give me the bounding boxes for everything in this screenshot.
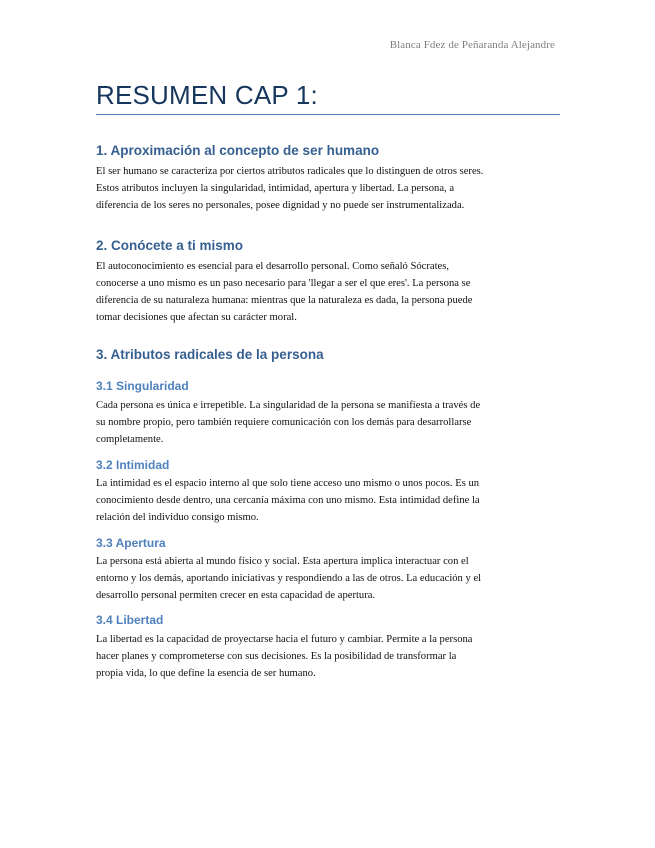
- paragraph-line: Estos atributos incluyen la singularidad, intimidad, apertura y libertad. La persona, a: [96, 183, 455, 194]
- subsection-paragraph-apertura: [96, 553, 562, 604]
- paragraph-line: conocerse a uno mismo es un paso necesario para 'llegar a ser el que eres'. La persona se: [96, 278, 471, 289]
- paragraph-line: relación del individuo consigo mismo.: [96, 512, 259, 523]
- section-paragraph-conocete: [96, 258, 562, 326]
- section-paragraph-aproximacion: [96, 163, 562, 214]
- paragraph-line: entorno y los demás, aportando iniciativas y respondiendo a las de otros. La educación y el: [96, 573, 482, 584]
- paragraph-line: diferencia de su naturaleza humana: mientras que la naturaleza es dada, la persona puede: [96, 295, 473, 306]
- subsection-heading-singularidad: 3.1 Singularidad: [96, 379, 189, 393]
- subsection-paragraph-libertad: [96, 631, 562, 682]
- subsection-heading-libertad: 3.4 Libertad: [96, 613, 164, 627]
- subsection-paragraph-singularidad: [96, 397, 562, 448]
- section-heading-aproximacion: 1. Aproximación al concepto de ser humano: [96, 143, 380, 158]
- section-heading-conocete: 2. Conócete a ti mismo: [96, 238, 244, 253]
- paragraph-line: La libertad es la capacidad de proyectarse hacia el futuro y cambiar. Permite a la persona: [96, 634, 473, 645]
- document-title: RESUMEN CAP 1:: [96, 80, 318, 110]
- paragraph-line: El ser humano se caracteriza por ciertos atributos radicales que lo distinguen de otros seres.: [96, 166, 484, 177]
- paragraph-line: desarrollo personal permiten crecer en esta capacidad de apertura.: [96, 590, 376, 601]
- paragraph-line: su nombre propio, pero también requiere comunicación con los demás para desarrollarse: [96, 417, 472, 428]
- paragraph-line: conocimiento desde dentro, una cercanía máxima con uno mismo. Esta intimidad define la: [96, 495, 480, 506]
- paragraph-line: completamente.: [96, 434, 164, 445]
- paragraph-line: La persona está abierta al mundo físico y social. Esta apertura implica interactuar con el: [96, 556, 469, 567]
- subsection-heading-intimidad: 3.2 Intimidad: [96, 458, 170, 472]
- paragraph-line: diferencia de los seres no personales, posee dignidad y no puede ser instrumentalizada.: [96, 200, 465, 211]
- subsection-heading-apertura: 3.3 Apertura: [96, 536, 166, 550]
- paragraph-line: propia vida, lo que define la esencia de ser humano.: [96, 668, 316, 679]
- paragraph-line: La intimidad es el espacio interno al que solo tiene acceso uno mismo o unos pocos. Es un: [96, 478, 480, 489]
- title-underline: [96, 114, 560, 115]
- section-heading-atributos: 3. Atributos radicales de la persona: [96, 347, 324, 362]
- paragraph-line: El autoconocimiento es esencial para el desarrollo personal. Como señaló Sócrates,: [96, 261, 450, 272]
- paragraph-line: Cada persona es única e irrepetible. La singularidad de la persona se manifiesta a través de: [96, 400, 481, 411]
- header-author: Blanca Fdez de Peñaranda Alejandre: [389, 39, 555, 51]
- subsection-paragraph-intimidad: [96, 475, 562, 526]
- paragraph-line: hacer planes y comprometerse con sus decisiones. Es la posibilidad de transformar la: [96, 651, 457, 662]
- paragraph-line: tomar decisiones que afectan su carácter moral.: [96, 312, 297, 323]
